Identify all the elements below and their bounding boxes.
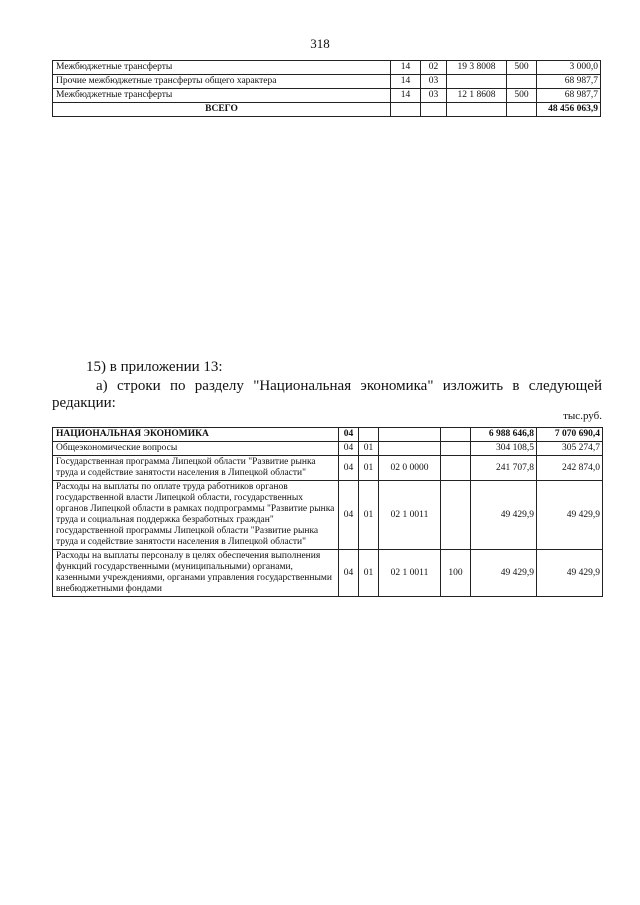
paragraph-item: 15) в приложении 13: bbox=[86, 359, 223, 375]
section-code: 04 bbox=[339, 428, 359, 442]
table-row bbox=[53, 550, 603, 597]
expense-type-code bbox=[441, 428, 471, 442]
target-code bbox=[379, 428, 441, 442]
section-code: 14 bbox=[391, 89, 421, 103]
target-code: 02 1 0011 bbox=[379, 550, 441, 597]
target-code bbox=[447, 75, 507, 89]
table-row bbox=[53, 89, 601, 103]
expense-type-code: 500 bbox=[507, 61, 537, 75]
row-name: Общеэкономические вопросы bbox=[53, 442, 339, 456]
target-code bbox=[379, 442, 441, 456]
target-code: 02 1 0011 bbox=[379, 481, 441, 550]
appropriations-table-continued bbox=[52, 60, 601, 117]
expense-type-code bbox=[441, 456, 471, 481]
table-row bbox=[53, 456, 603, 481]
section-code: 04 bbox=[339, 550, 359, 597]
paragraph-instruction: а) строки по разделу "Национальная экономика" изложить в следующей редакции: bbox=[52, 378, 602, 411]
row-name: Расходы на выплаты персоналу в целях обеспечения выполнения функций государственными (муниципальными) органами, казенными учреждениями, органами управления государственными внебюджетными фондами bbox=[53, 550, 339, 597]
table-row bbox=[53, 481, 603, 550]
table-row bbox=[53, 442, 603, 456]
amount-year-1: 241 707,8 bbox=[471, 456, 537, 481]
amount-year-2: 305 274,7 bbox=[537, 442, 603, 456]
subsection-code: 01 bbox=[359, 481, 379, 550]
expense-type-code bbox=[441, 481, 471, 550]
section-code: 14 bbox=[391, 61, 421, 75]
row-name: Прочие межбюджетные трансферты общего характера bbox=[53, 75, 391, 89]
subsection-code: 01 bbox=[359, 550, 379, 597]
amount-year-2: 242 874,0 bbox=[537, 456, 603, 481]
total-value: 48 456 063,9 bbox=[537, 103, 601, 117]
amount: 3 000,0 bbox=[537, 61, 601, 75]
subsection-code: 01 bbox=[359, 456, 379, 481]
national-economy-table bbox=[52, 427, 603, 597]
expense-type-code: 100 bbox=[441, 550, 471, 597]
section-header-row bbox=[53, 428, 603, 442]
amount: 68 987,7 bbox=[537, 89, 601, 103]
total-row bbox=[53, 103, 601, 117]
subsection-code: 02 bbox=[421, 61, 447, 75]
expense-type-code: 500 bbox=[507, 89, 537, 103]
amount-year-1: 49 429,9 bbox=[471, 481, 537, 550]
section-code: 14 bbox=[391, 75, 421, 89]
section-code: 04 bbox=[339, 481, 359, 550]
amount-year-1: 49 429,9 bbox=[471, 550, 537, 597]
table-row bbox=[53, 75, 601, 89]
expense-type-code bbox=[441, 442, 471, 456]
table-row bbox=[53, 61, 601, 75]
row-name: Государственная программа Липецкой области "Развитие рынка труда и содействие занятости населения в Липецкой области" bbox=[53, 456, 339, 481]
amount: 68 987,7 bbox=[537, 75, 601, 89]
row-name: НАЦИОНАЛЬНАЯ ЭКОНОМИКА bbox=[53, 428, 339, 442]
amount-year-2: 7 070 690,4 bbox=[537, 428, 603, 442]
unit-label: тыс.руб. bbox=[563, 410, 602, 422]
section-code: 04 bbox=[339, 442, 359, 456]
subsection-code bbox=[359, 428, 379, 442]
target-code: 19 3 8008 bbox=[447, 61, 507, 75]
amount-year-1: 304 108,5 bbox=[471, 442, 537, 456]
subsection-code: 03 bbox=[421, 89, 447, 103]
amount-year-2: 49 429,9 bbox=[537, 481, 603, 550]
target-code: 02 0 0000 bbox=[379, 456, 441, 481]
amount-year-2: 49 429,9 bbox=[537, 550, 603, 597]
expense-type-code bbox=[507, 75, 537, 89]
subsection-code: 03 bbox=[421, 75, 447, 89]
row-name: Расходы на выплаты по оплате труда работников органов государственной власти Липецкой области, государственных органов Липецкой области в рамках подпрограммы "Развитие рынка труда и социальная поддержка безработных граждан" государственной программы Липецкой области "Развитие рынка труда и содействие занятости населения в Липецкой области" bbox=[53, 481, 339, 550]
section-code: 04 bbox=[339, 456, 359, 481]
amount-year-1: 6 988 646,8 bbox=[471, 428, 537, 442]
page-number: 318 bbox=[310, 36, 330, 51]
total-label: ВСЕГО bbox=[53, 103, 391, 117]
subsection-code: 01 bbox=[359, 442, 379, 456]
row-name: Межбюджетные трансферты bbox=[53, 61, 391, 75]
target-code: 12 1 8608 bbox=[447, 89, 507, 103]
row-name: Межбюджетные трансферты bbox=[53, 89, 391, 103]
